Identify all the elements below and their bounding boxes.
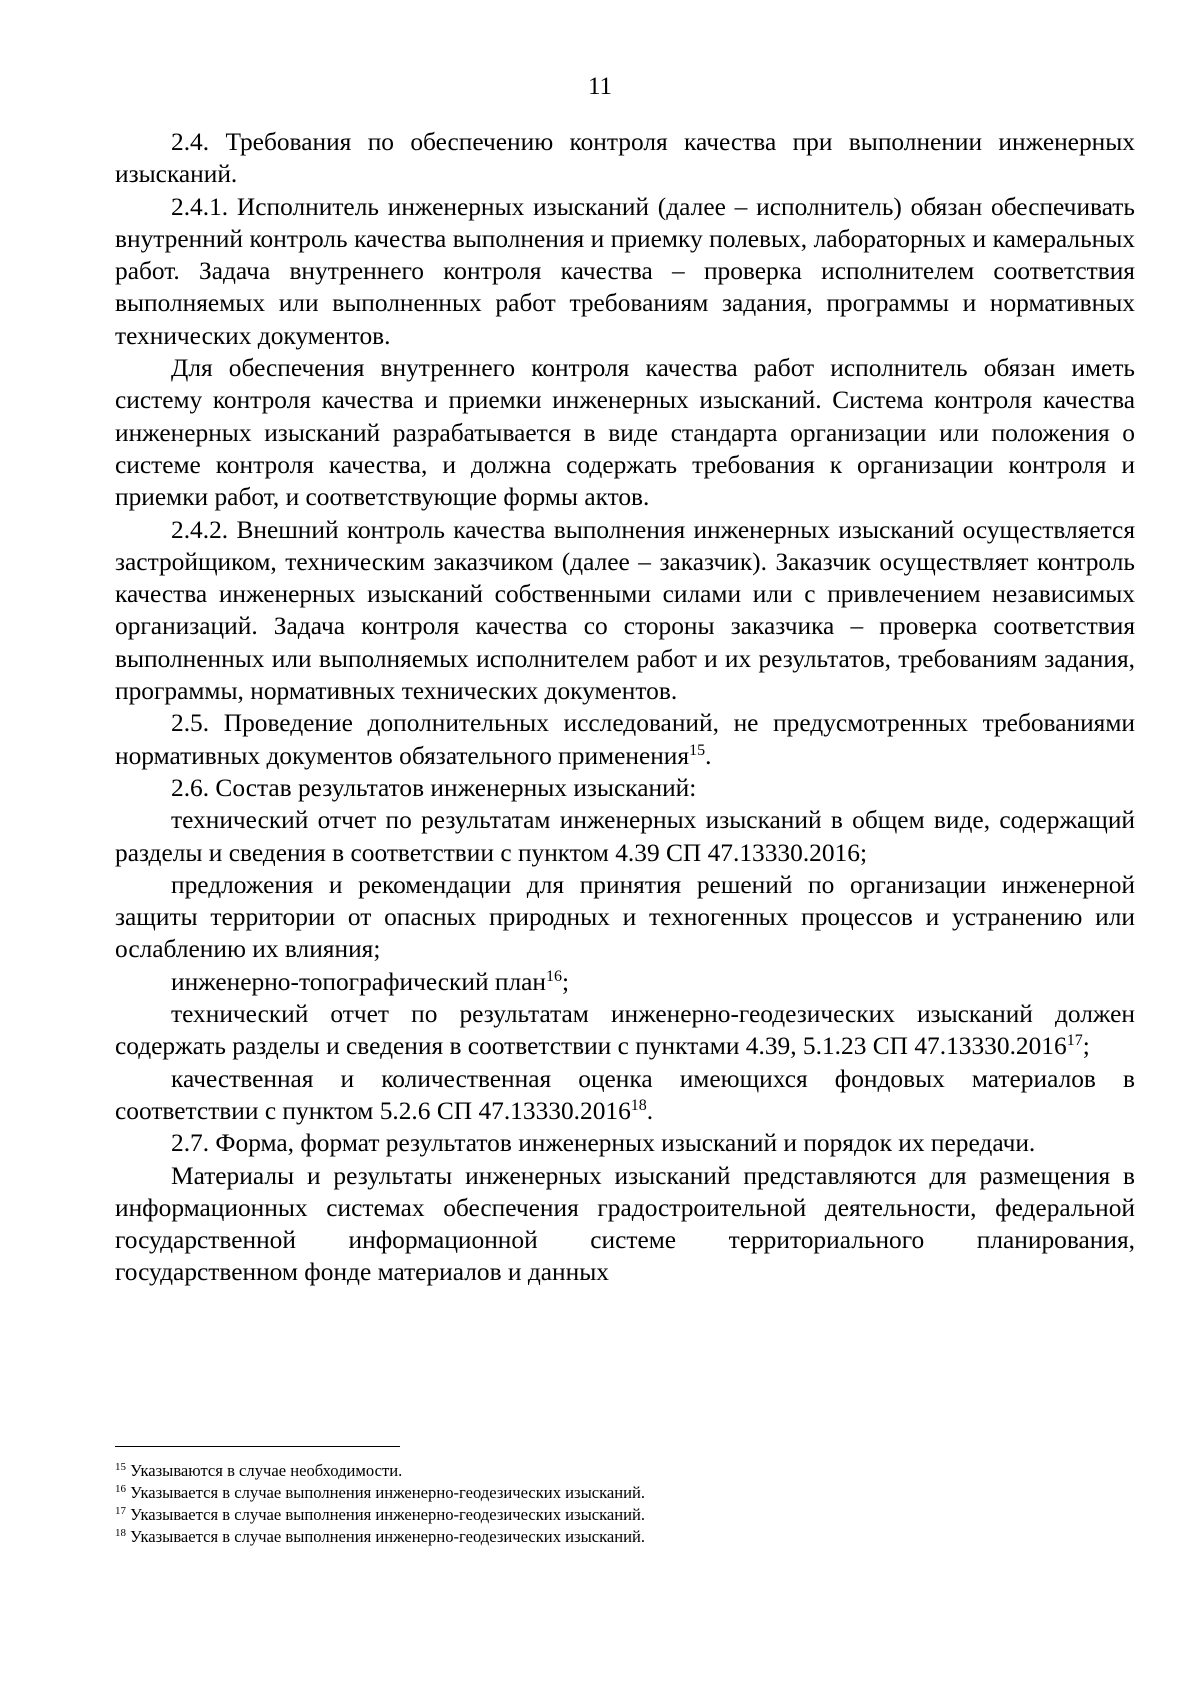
paragraph-text: 2.5. Проведение дополнительных исследований, не предусмотренных требованиями нормативных документов обязательного применения	[115, 709, 1135, 770]
paragraph-2-5	[115, 707, 1135, 772]
footnotes	[115, 1460, 1135, 1548]
footnote-16	[115, 1482, 1135, 1504]
list-item-topographic-plan	[115, 966, 1135, 998]
paragraph-text: предложения и рекомендации для принятия решений по организации инженерной защиты территории от опасных природных и техногенных процессов и устранению или ослаблению их влияния;	[115, 870, 1135, 964]
paragraph-2-4-1	[115, 191, 1135, 352]
footnote-ref: 18	[630, 1096, 647, 1114]
footnote-ref: 16	[546, 967, 563, 985]
list-item-fund-materials	[115, 1063, 1135, 1128]
paragraph-text: Для обеспечения внутреннего контроля качества работ исполнитель обязан иметь систему контроля качества и приемки инженерных изысканий. Система контроля качества инженерных изысканий разрабатывается в виде стандарта организации или положения о системе контроля качества, и должна содержать требования к организации контроля и приемки работ, и соответствующие формы актов.	[115, 354, 1135, 512]
list-item-geodetic-report	[115, 998, 1135, 1063]
paragraph-tail: ;	[1082, 1032, 1090, 1061]
footnote-text: Указывается в случае выполнения инженерно-геодезических изысканий.	[126, 1505, 646, 1524]
footnote-ref: 17	[1066, 1032, 1083, 1050]
paragraph-text: технический отчет по результатам инженерно-геодезических изысканий должен содержать разделы и сведения в соответствии с пунктами 4.39, 5.1.23 СП 47.13330.2016	[115, 1000, 1135, 1061]
footnote-number: 16	[115, 1483, 126, 1495]
paragraph-text: Материалы и результаты инженерных изысканий представляются для размещения в информационных системах обеспечения градостроительной деятельности, федеральной государственной информационной системе территориального планирования, государственном фонде материалов и данных	[115, 1161, 1135, 1287]
footnote-text: Указывается в случае выполнения инженерно-геодезических изысканий.	[126, 1527, 646, 1546]
paragraph-tail: .	[705, 741, 712, 770]
footnote-ref: 15	[689, 741, 706, 759]
document-body	[115, 126, 1135, 1289]
paragraph-text: технический отчет по результатам инженерных изысканий в общем виде, содержащий разделы и сведения в соответствии с пунктом 4.39 СП 47.13330.2016;	[115, 806, 1135, 867]
paragraph-text: 2.4. Требования по обеспечению контроля качества при выполнении инженерных изысканий.	[115, 128, 1135, 189]
paragraph-2-7	[115, 1127, 1135, 1159]
paragraph-tail: .	[646, 1096, 654, 1125]
paragraph-text: качественная и количественная оценка имеющихся фондовых материалов в соответствии с пунктом 5.2.6 СП 47.13330.2016	[115, 1064, 1135, 1125]
paragraph-materials	[115, 1160, 1135, 1289]
list-item-technical-report	[115, 804, 1135, 869]
footnote-text: Указывается в случае выполнения инженерно-геодезических изысканий.	[126, 1483, 646, 1502]
paragraph-text: 2.4.1. Исполнитель инженерных изысканий (далее – исполнитель) обязан обеспечивать внутренний контроль качества выполнения и приемку полевых, лабораторных и камеральных работ. Задача внутреннего контроля качества – проверка исполнителем соответствия выполняемых или выполненных работ требованиям задания, программы и нормативных технических документов.	[115, 192, 1135, 350]
paragraph-text: 2.7. Форма, формат результатов инженерных изысканий и порядок их передачи.	[171, 1129, 1036, 1158]
paragraph-internal-control	[115, 352, 1135, 513]
list-item-proposals	[115, 869, 1135, 966]
paragraph-tail: ;	[562, 967, 570, 996]
page-number: 11	[587, 73, 613, 100]
paragraph-2-6	[115, 772, 1135, 804]
footnote-number: 18	[115, 1527, 126, 1539]
footnote-15	[115, 1460, 1135, 1482]
footnote-18	[115, 1526, 1135, 1548]
footnote-number: 15	[115, 1461, 126, 1473]
paragraph-2-4-2	[115, 514, 1135, 708]
footnote-separator	[115, 1446, 400, 1447]
paragraph-text: 2.6. Состав результатов инженерных изысканий:	[171, 773, 697, 802]
footnote-number: 17	[115, 1505, 126, 1517]
footnote-17	[115, 1504, 1135, 1526]
paragraph-text: 2.4.2. Внешний контроль качества выполнения инженерных изысканий осуществляется застройщиком, техническим заказчиком (далее – заказчик). Заказчик осуществляет контроль качества инженерных изысканий собственными силами или с привлечением независимых организаций. Задача контроля качества со стороны заказчика – проверка соответствия выполненных или выполняемых исполнителем работ и их результатов, требованиям задания, программы, нормативных технических документов.	[115, 515, 1135, 706]
footnote-text: Указываются в случае необходимости.	[126, 1461, 403, 1480]
paragraph-text: инженерно-топографический план	[171, 967, 547, 996]
paragraph-2-4	[115, 126, 1135, 191]
